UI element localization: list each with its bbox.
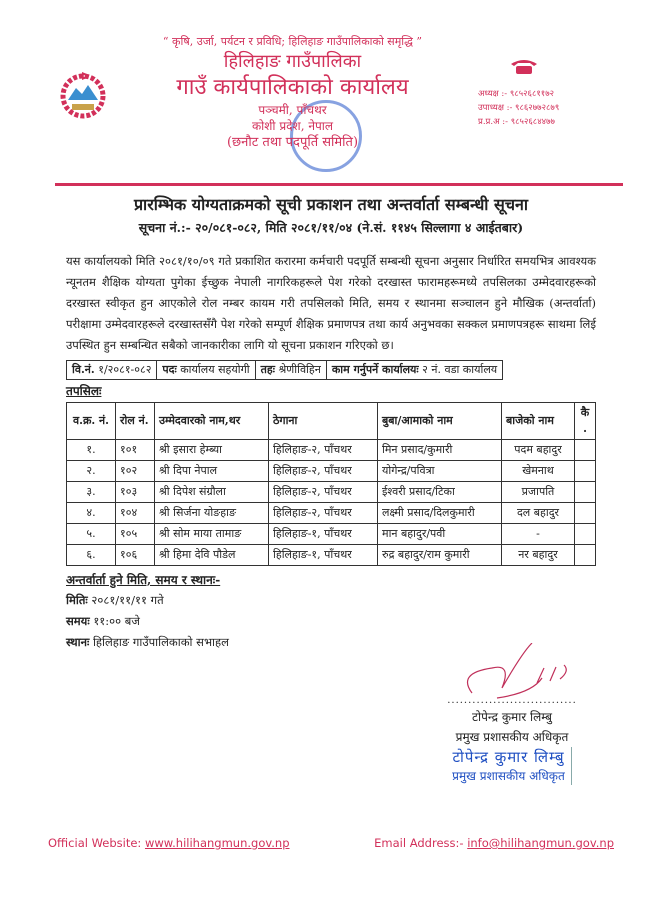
- interview-time: समयः ११:०० बजे: [66, 614, 140, 628]
- cell-address: हिलिहाङ-२, पाँचथर: [269, 440, 378, 461]
- cell-address: हिलिहाङ-२, पाँचथर: [269, 482, 378, 503]
- cell-name: श्री सिर्जना योङहाङ: [155, 503, 269, 524]
- signatory-title: प्रमुख प्रशासकीय अधिकृत: [455, 730, 569, 744]
- cell-roll: १०१: [116, 440, 155, 461]
- cell-grandfather: दल बहादुर: [502, 503, 575, 524]
- cell-remarks: [575, 482, 596, 503]
- notice-reference: सूचना नं.:- २०/०८१-०८२, मिति २०८१/११/०४ (ने.सं. ११४५ सिल्लागा ४ आईतबार): [138, 220, 524, 235]
- table-row: [67, 545, 596, 566]
- signatory-name: टोपेन्द्र कुमार लिम्बु: [471, 710, 553, 724]
- cell-roll: १०२: [116, 461, 155, 482]
- interview-date: मितिः २०८१/११/११ गते: [66, 593, 164, 607]
- cell-serial: ६.: [67, 545, 116, 566]
- committee-name: (छनौट तथा पदपूर्ति समिति): [226, 135, 359, 150]
- level: तहः श्रेणीविहिन: [255, 361, 326, 380]
- cell-address: हिलिहाङ-२, पाँचथर: [269, 503, 378, 524]
- col-parents: बुबा/आमाको नाम: [378, 403, 502, 440]
- cell-parents: मिन प्रसाद/कुमारी: [378, 440, 502, 461]
- letterhead: [0, 0, 662, 186]
- municipality-name: हिलिहाङ गाउँपालिका: [223, 51, 362, 72]
- notice-content: [0, 186, 662, 653]
- cell-parents: मान बहादुर/पवी: [378, 524, 502, 545]
- stamp-name: टोपेन्द्र कुमार लिम्बु: [452, 748, 565, 766]
- cell-parents: रुद्र बहादुर/राम कुमारी: [378, 545, 502, 566]
- cell-roll: १०५: [116, 524, 155, 545]
- header-divider: [55, 183, 623, 186]
- cell-grandfather: पदम बहादुर: [502, 440, 575, 461]
- cell-address: हिलिहाङ-१, पाँचथर: [269, 545, 378, 566]
- work-office: काम गर्नुपर्ने कार्यालयः २ नं. वडा कार्यालय: [326, 361, 502, 380]
- cell-name: श्री हिमा देवि पौडेल: [155, 545, 269, 566]
- cell-roll: १०४: [116, 503, 155, 524]
- cell-name: श्री इसारा हेम्ब्या: [155, 440, 269, 461]
- cell-serial: १.: [67, 440, 116, 461]
- cell-grandfather: नर बहादुर: [502, 545, 575, 566]
- address-line-1: पञ्चमी, पाँचथर: [258, 103, 327, 117]
- interview-heading: अन्तर्वार्ता हुने मिति, समय र स्थानः-: [66, 573, 221, 587]
- cell-grandfather: प्रजापति: [502, 482, 575, 503]
- cell-parents: योगेन्द्र/पवित्रा: [378, 461, 502, 482]
- address-line-2: कोशी प्रदेश, नेपाल: [251, 119, 334, 133]
- cell-remarks: [575, 545, 596, 566]
- cell-serial: २.: [67, 461, 116, 482]
- cell-roll: १०६: [116, 545, 155, 566]
- footer-website: Official Website: www.hilihangmun.gov.np: [48, 836, 290, 850]
- cell-grandfather: खेमनाथ: [502, 461, 575, 482]
- cell-name: श्री दिपा नेपाल: [155, 461, 269, 482]
- contact-vice-chairperson: उपाध्यक्ष :- ९८६२७७२८७९: [478, 103, 560, 113]
- ad-number: वि.नं. १/२०८१-०८२: [67, 361, 157, 380]
- table-row: [67, 503, 596, 524]
- col-serial: व.क्र. नं.: [67, 403, 116, 440]
- table-header: [67, 403, 596, 440]
- table-row: [67, 524, 596, 545]
- cell-remarks: [575, 524, 596, 545]
- details-label: तपसिलः: [66, 384, 102, 398]
- cell-parents: ईश्वरी प्रसाद/टिका: [378, 482, 502, 503]
- cell-name: श्री सोम माया तामाङ: [155, 524, 269, 545]
- cell-remarks: [575, 461, 596, 482]
- telephone-icon: [510, 58, 538, 74]
- cell-address: हिलिहाङ-२, पाँचथर: [269, 461, 378, 482]
- contact-cao: प्र.प्र.अ :- ९८५२६८४४७७: [478, 117, 555, 127]
- cell-address: हिलिहाङ-१, पाँचथर: [269, 524, 378, 545]
- handwritten-signature: [452, 643, 572, 703]
- stamp-title: प्रमुख प्रशासकीय अधिकृत: [452, 769, 565, 783]
- col-roll: रोल नं.: [116, 403, 155, 440]
- cell-remarks: [575, 440, 596, 461]
- cell-serial: ५.: [67, 524, 116, 545]
- signature-line: ...............................: [447, 695, 577, 706]
- cell-serial: ४.: [67, 503, 116, 524]
- footer-email: Email Address:- info@hilihangmun.gov.np: [374, 836, 614, 850]
- table-row: [67, 461, 596, 482]
- interview-place: स्थानः हिलिहाङ गाउँपालिकाको सभाहल: [66, 635, 229, 649]
- table-row: [67, 482, 596, 503]
- email-link[interactable]: info@hilihangmun.gov.np: [467, 836, 614, 850]
- office-name: गाउँ कार्यपालिकाको कार्यालय: [176, 75, 409, 100]
- letterhead-text: [115, 34, 470, 152]
- cell-serial: ३.: [67, 482, 116, 503]
- contact-numbers: [478, 87, 559, 129]
- signature-block: [422, 643, 602, 785]
- footer: [0, 820, 662, 910]
- cell-name: श्री दिपेश संग्रौला: [155, 482, 269, 503]
- name-stamp: [452, 747, 572, 785]
- col-address: ठेगाना: [269, 403, 378, 440]
- slogan: “ कृषि, उर्जा, पर्यटन र प्रविधि; हिलिहाङ गाउँपालिकाको समृद्धि ”: [162, 35, 423, 48]
- table-row: [67, 440, 596, 461]
- cell-remarks: [575, 503, 596, 524]
- col-name: उम्मेदवारको नाम,थर: [155, 403, 269, 440]
- website-link[interactable]: www.hilihangmun.gov.np: [144, 836, 290, 850]
- candidate-table: [66, 402, 596, 566]
- post-info-table: [66, 360, 503, 380]
- notice-title: प्रारम्भिक योग्यताक्रमको सूची प्रकाशन तथा अन्तर्वार्ता सम्बन्धी सूचना: [133, 195, 529, 214]
- post: पदः कार्यालय सहयोगी: [157, 361, 255, 380]
- notice-body: यस कार्यालयको मिति २०८१/१०/०९ गते प्रकाशित करारमा कर्मचारी पदपूर्ति सम्बन्धी सूचना अनुसार निर्धारित समयभित्र आवश्यक न्यूनतम शैक्षिक योग्यता पुगेका ईच्छुक नेपाली नागरिकहरूले पेश गरेको दरखास्त फारामहरूमध्ये तपसिलका उम्मेदवारहरूको दरखास्त स्वीकृत हुन आएकोले रोल नम्बर कायम गरी तपसिलको मिति, समय र स्थानमा सञ्चालन हुने मौखिक (अन्तर्वार्ता) परीक्षामा उम्मेदवारहरूले दरखास्तसँगै पेश गरेको सम्पूर्ण शैक्षिक प्रमाणपत्र तथा कार्य अनुभवका सक्कल प्रमाणपत्रहरू साथमा लिई उपस्थित हुन सम्बन्धित सबैको जानकारीका लागि यो सूचना प्रकाशन गरिएको छ।: [66, 254, 596, 352]
- contact-chairperson: अध्यक्ष :- ९८५२६८११७२: [478, 89, 555, 99]
- col-grandfather: बाजेको नाम: [502, 403, 575, 440]
- nepal-emblem-icon: [58, 70, 108, 120]
- cell-parents: लक्ष्मी प्रसाद/दिलकुमारी: [378, 503, 502, 524]
- cell-grandfather: -: [502, 524, 575, 545]
- col-remarks: कै.: [575, 403, 596, 440]
- cell-roll: १०३: [116, 482, 155, 503]
